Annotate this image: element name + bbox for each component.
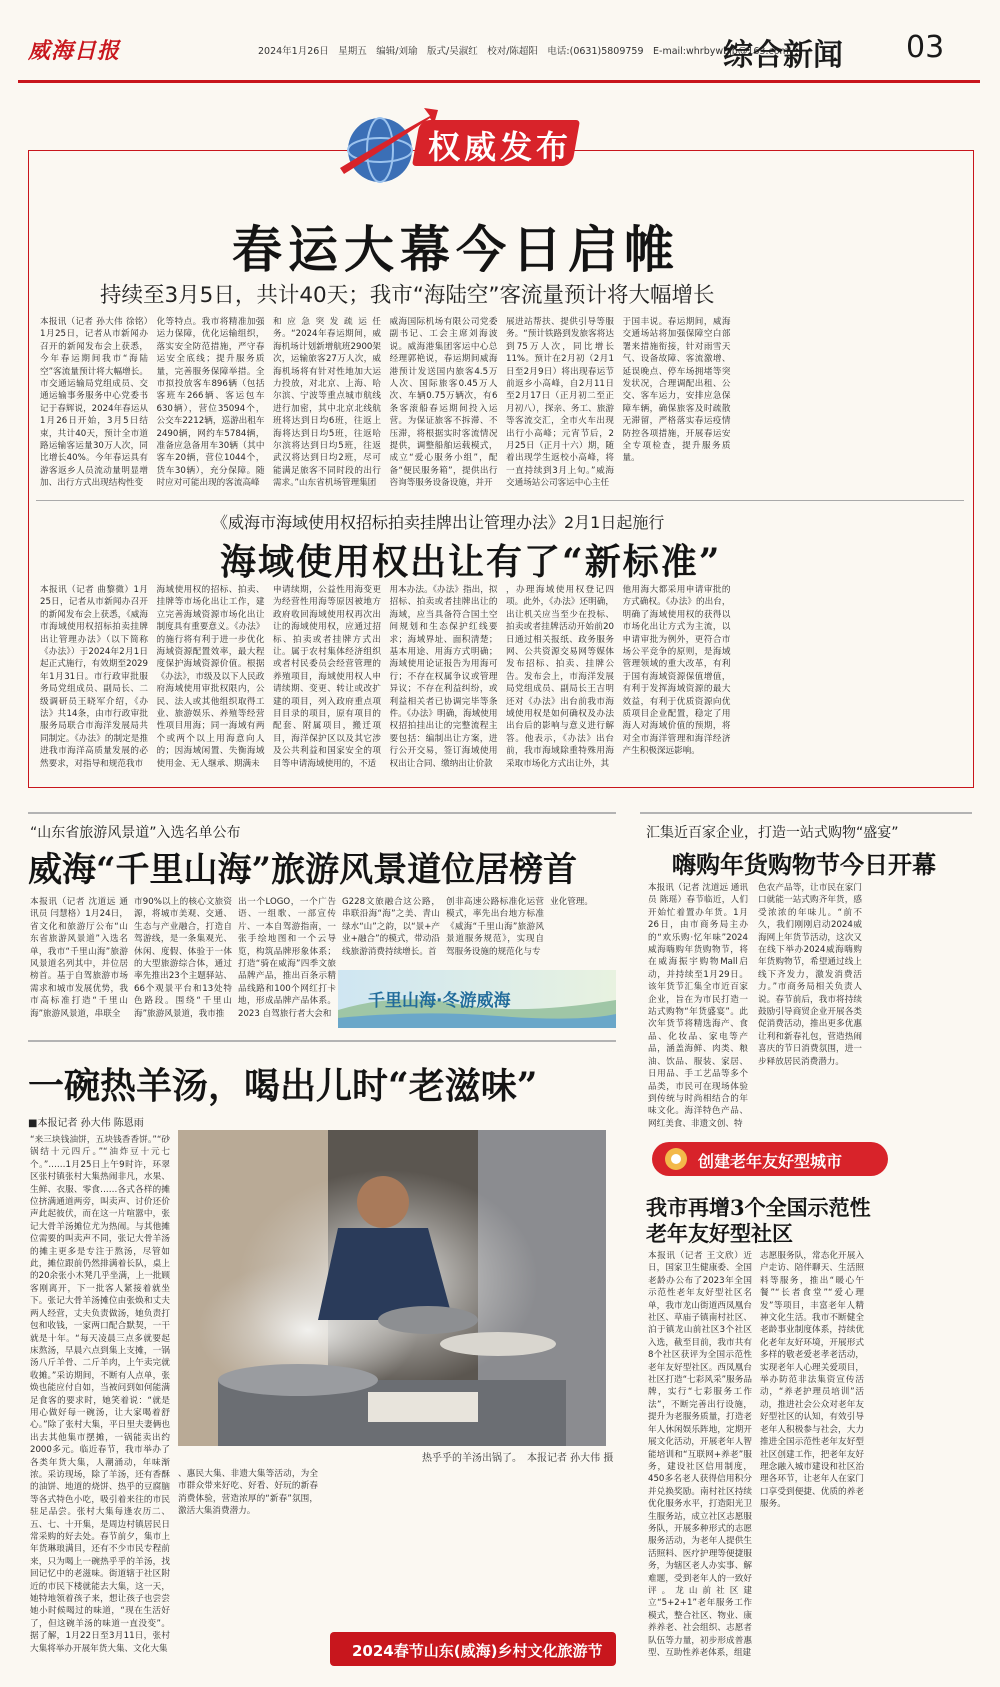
story2-body-col-7 (739, 584, 847, 770)
story4-top-rule (640, 812, 972, 814)
story3-body-col-1: 本报讯（记者 沈道远 通讯员 闫慧格）1月24日，省文化和旅游厅公布“山东省旅游风景道”入选名单，我市“千里山海”旅游风景道名列其中，并位居榜首。基于自驾旅游市场需求和城市发展优势，我市高标准打造“千里山海”旅游风景道，串联全 (30, 897, 128, 1019)
story5-body-col-4 (472, 1468, 616, 1628)
elderly-city-label: 创建老年友好型城市 (698, 1152, 843, 1171)
date-line: 2024年1月26日 星期五 编辑/刘瑜 版式/吴淑红 校对/陈超阳 电话:(0631)5809759 E-mail:whrbywbjb@163.com (258, 46, 789, 57)
story2-body-col-8 (856, 584, 964, 770)
page-number: 03 (906, 30, 945, 65)
story4-body-col-2: 色农产品等，让市民在家门口就能一站式购齐年货，感受浓浓的年味儿。“前不久，我们刚刚启动2024威海网上年货节活动，这次又在线下举办2024威海嗨购年货购物节，希望通过线上线下齐发力，激发消费活力。”市商务局相关负责人说。春节前后，我市将持续鼓励引导商贸企业开展各类促消费活动，推出更多优惠让利和新春礼包，营造热闹喜庆的节日消费氛围，进一步释放居民消费潜力。 (758, 883, 862, 1067)
story6-headline-line1: 我市再增3个全国示范性 (646, 1195, 871, 1220)
story1-body-col-7 (739, 316, 847, 494)
story3-headline: 威海“千里山海”旅游风景道位居榜首 (28, 850, 578, 890)
flower-icon (656, 1142, 696, 1176)
scenic-road-banner (338, 970, 616, 1028)
story3-body-col-6: 业化管理。 (550, 897, 593, 907)
story1-body-col-4: 威海国际机场有限公司党委副书记、工会主席刘海波说。威海港集团客运中心总经理郭艳说，春运期间威海港预计发送国内旅客4.5万人次、国际旅客0.45万人次、车辆0.75万辆次，有6条客滚船春运期间投入运营。为保证旅客不拆滞、不压滞，将根据实时客流情况提供，调整船舶运载模式，成立“爱心服务小组”，配备“便民服务箱”，提供出行咨询等服务设备设施，并开 (389, 317, 498, 489)
scenic-road-label: 千里山海·冬游威海 (368, 991, 511, 1011)
authority-banner (330, 98, 650, 188)
story6-body-col-1: 本报讯（记者 王文欣）近日，国家卫生健康委、全国老龄办公布了2023年全国示范性老年友好型社区名单，我市龙山街道西凤凰台社区、草庙子镇南村社区、泊于镇龙山前社区3个社区入选，截至目前，我市共有8个社区获评为全国示范性老年友好型社区。西凤凰台社区打造“七彩风采”服务品牌，实行“七彩服务工作法”，不断完善出行设施，提升为老服务质量，打造老年人休闲娱乐阵地，定期开展文化活动，开展老年人智能培训和“互联网+养老”服务，建设社区信用制度，450多名老人获得信用积分并兑换奖励。南村社区持续优化服务水平，打造阳光卫生服务站，成立社区志愿服务队，开展多种形式的志愿服务活动，为老年人提供生活照料、医疗护理等便捷服务，为辖区老人办实事、解难题，受到老年人的一致好评。龙山前社区建立“5+2+1”老年服务工作模式，整合社区、物业、康养养老、社会组织、志愿者队伍等力量，初步形成普惠型、互助性养老体系，组建 (648, 1251, 752, 1658)
story1-headline: 春运大幕今日启帷 (232, 220, 680, 279)
story4-kicker: 汇集近百家企业，打造一站式购物“盛宴” (646, 825, 899, 841)
masthead (18, 30, 980, 80)
masthead-rule (18, 80, 980, 83)
story4-headline: 嗨购年货购物节今日开幕 (672, 850, 936, 879)
story6-body-col-3 (872, 1250, 972, 1666)
story2-body-col-4: 用本办法。《办法》指出，拟招标、拍卖或者挂牌出让的海域，应当具备符合国土空间规划和生态保护红线要求；海域界址、面积清楚；基本用途、用海方式明确；海域使用论证报告为用海可行；不存在权属争议或管理异议；不存在利益纠纷，或利益相关者已协调完毕等条件。《办法》明确，海域使用权招拍挂出让的完整流程主要包括：编制出让方案，进行公开交易，签订海域使用权出让合同、缴纳出让价款 (389, 585, 498, 769)
story1-body-col-8 (856, 316, 964, 494)
newspaper-logo: 威海日报 (28, 38, 121, 64)
story6-body-col-2: 志愿服务队，常态化开展入户走访、陪伴聊天、生活照料等服务，推出“暖心午餐”“长者食堂”“爱心理发”等项目，丰富老年人精神文化生活。我市不断健全老龄事业制度体系，持续优化老年友好环境，开展形式多样的敬老爱老孝老活动，实现老年人心理关爱项目，举办防范非法集资宣传活动，“养老护理员培训”活动，推进社会公众对老年友好型社区的认知，有效引导老年人积极参与社会，大力推进全国示范性老年友好型社区创建工作，把老年友好理念融入城市建设和社区治理各环节，让老年人在家门口享受到便捷、优质的养老服务。 (760, 1251, 864, 1510)
story1-body-col-3: 和应急突发疏运任务。“2024年春运期间，威海机场计划新增航班2900架次，运输旅客27万人次，威海机场将有针对性地加大运力投放，对北京、上海、哈尔滨、宁波等重点城市航线进行加密，其中北京北线航班将达到日均6班，往返上海将达到日均5班，往返哈尔滨将达到日均5班，往返武汉将达到日均2班，尽可能满足旅客不同时段的出行需求。”山东省机场管理集团 (273, 317, 381, 489)
story3-body-col-3: 出一个LOGO，一个广告语、一组歌、一部宣传片、一本自驾游指南，一张手绘地图和一个云导览，构筑品牌形象体系；打造“骑在威海”四季文旅品牌产品，推出百条示精品线路和100个网红打卡地，形成品牌产品体系。2023 自驾旅行者大会和 (238, 897, 336, 1019)
story2-body-col-5: ，办理海域使用权登记四项。此外，《办法》还明确，出让机关应当至少在投标、拍卖或者挂牌活动开始前20日通过相关报纸、政务服务网、公共资源交易网等媒体发布招标、拍卖、挂牌公告。发布会上，市海洋发展局党组成员、副局长王吉明还对《办法》出台前我市海域使用权是如何确权及办法出台后的影响与意义进行解答。他表示，《办法》出台前，我市海域除重特殊用海采取市场化方式出让外，其 (506, 585, 614, 769)
story2-body-col-1: 本报讯（记者 曲黎微）1月25日，记者从市新闻办召开的新闻发布会上获悉，《威海市海域使用权招标拍卖挂牌出让管理办法》（以下简称《办法》）于2024年2月1日起正式施行，有效期至2029年1月31日。市行政审批服务局党组成员、副局长、二级调研员王晓军介绍，《办法》共14条，由市行政审批服务局联合市海洋发展局共同制定。《办法》的制定是推进我市海洋高质量发展的必然要求，对指导和规范我市 (40, 585, 148, 769)
story1-body-col-2: 化等特点。我市将精准加强运力保障，优化运输组织，落实安全防范措施，严守春运安全底线；提升服务质量，完善服务保障举措。全市拟投放客车896辆（包括客班车266辆、客运包车630辆），营位35094个，公交车2212辆，巡游出租车2490辆，网约车5784辆，准备应急备用车30辆（其中客车20辆，营位1044个，货车30辆），充分保障。随时应对可能出现的客流高峰 (156, 317, 265, 489)
festival-banner-label: 2024春节山东(威海)乡村文化旅游节 (352, 1642, 603, 1660)
story3-body-col-4: G228文旅融合这公路，串联沿海“海”之美、青山绿水“山”之韵，以“景+产业+融合”的模式，带动沿线旅游消费持续增长。首 (342, 897, 440, 957)
story2-body-col-6: 他用海大都采用申请审批的方式确权。《办法》的出台，明确了海域使用权的获得以市场化出让方式为主流，以申请审批为例外，更符合市场公平竞争的原则，是海域管理领域的重大改革，有利于国有海域资源保值增值，有利于发挥海域资源的最大效益，有利于优质资源向优质项目企业配置，稳定了用海人对海域价值的预期，将对全市海洋管理和海洋经济产生积极深远影响。 (622, 585, 731, 757)
soup-stall-scene-icon (178, 1130, 606, 1446)
story1-subhead: 持续至3月5日，共计40天；我市“海陆空”客流量预计将大幅增长 (100, 283, 715, 308)
story5-body-col-3 (325, 1468, 465, 1628)
story4-body-col-3 (870, 882, 972, 1132)
story4-body-col-1: 本报讯（记者 沈道远 通讯员 陈瑶）春节临近，人们开始忙着置办年货。1月26日，由市商务局主办的“欢乐购·忆年味”2024威海嗨购年货购物节，将在威海振宇购物Mall启动，并持续至1月29日。该年货节汇集全市近百家企业，旨在为市民打造一站式购物“年货盛宴”。此次年货节将精选海产、食品、化妆品、家电等产品，涵盖海鲜、肉类、粮油、饮品、服装、家居、日用品、手工艺品等多个品类，市民可在现场体验到传统与时尚相结合的年味文化。海洋特色产品、网红美食、非遗文创、特 (648, 883, 748, 1129)
story3-body-col-2: 市90%以上的核心文旅资源，将城市美观、交通、生态与产业融合，打造自驾游线，是一条集观光、休闲、度假、体验于一体的大型旅游综合体，通过率先推出23个主题驿站、66个观景平台和13处特色路段。围绕“千里山海”旅游风景道，我市推 (134, 897, 232, 1019)
story5-byline: ■本报记者 孙大伟 陈恩雨 (28, 1118, 144, 1129)
story-divider (36, 500, 964, 501)
festival-banner (330, 1632, 616, 1666)
story5-headline: 一碗热羊汤，喝出儿时“老滋味” (28, 1065, 538, 1107)
story3-top-rule (28, 812, 616, 814)
story3-body-col-5: 创非高速公路标准化运营模式，率先出台地方标准《威海“千里山海”旅游风景道服务规范》，实现自驾服务设施的规范化与专 (446, 897, 544, 957)
story3-kicker: “山东省旅游风景道”入选名单公布 (30, 825, 241, 841)
story1-body-col-5: 展进站帮扶、提供引导等服务。“预计铁路到发旅客将达到75万人次，同比增长11%。预计在2月初（2月1日至2月9日）将出现春运节前返乡小高峰，自2月11日至2月17日（正月初二至正月初八），探亲、务工、旅游等客流交汇，全市火车出现出行小高峰；元宵节后，2月25日（正月十六）期，随着出现学生返校小高峰，将一直持续到3月上旬。”威海交通场站公司客运中心主任 (506, 317, 614, 489)
elderly-city-banner (652, 1142, 888, 1176)
story6-headline-line2: 老年友好型社区 (646, 1221, 793, 1246)
story5-top-rule (28, 1040, 616, 1042)
story5-body-col-2: 、惠民大集、非遗大集等活动，为全市群众带来好吃、好看、好玩的新春消费体验，营造浓厚的“新春”氛围，激活大集消费潜力。 (178, 1469, 318, 1517)
story2-body-col-2: 海域使用权的招标、拍卖、挂牌等市场化出让工作，建立完善海域资源市场化出让制度具有重要意义。《办法》的施行将有利于进一步优化海域资源配置效率，最大程度保护海域资源价值。根据《办法》，市级及以下人民政府海域使用审批权限内，公民、法人或其他组织取得工业、旅游娱乐、养殖等经营性项目用海；同一海域有两个或两个以上用海意向人的；因海域闲置、失衡海域使用金、无人继承、期满未 (156, 585, 265, 769)
story2-headline: 海域使用权出让有了“新标准” (220, 541, 722, 583)
photo-caption: 热乎乎的羊汤出锅了。 本报记者 孙大伟 摄 (422, 1453, 614, 1464)
story2-kicker: 《威海市海域使用权招标拍卖挂牌出让管理办法》2月1日起施行 (212, 513, 665, 532)
story1-body-col-1: 本报讯（记者 孙大伟 徐铭）1月25日，记者从市新闻办召开的新闻发布会上获悉，今年春运期间我市“海陆空”客流量预计将大幅增长。市交通运输局党组成员、交通运输事务服务中心党委书记于春辉说，2024年春运从1月26日开始，3月5日结束，共计40天，预计全市道路运输客运量30万人次，同比增长40%。今年春运具有游客返乡人员流动量明显增加、出行方式出现结构性变 (40, 317, 148, 489)
section-title: 综合新闻 (723, 38, 843, 73)
story5-body-col-1: “来三块钱油饼，五块钱香香饼。”“砂锅结十元四斤。”“油炸豆十元七个。”……1月25日上午9时许，环翠区张村镇张村大集热闹非凡，水果、生鲜、衣服、零食……各式各样的摊位挤满通道两旁，叫卖声、讨价还价声此起彼伏，而在这一片喧嚣中，张记大骨羊汤摊位尤为热闹。与其他摊位需要的叫卖声不同，张记大骨羊汤的摊主更多是专注于熬汤，尽管如此，摊位跟前仍然排满着长队，桌上的20余张小木凳几乎坐满，上一批顾客刚离开，下一批客人紧接着就坐下。张记大骨羊汤摊位由张焕和丈夫两人经营，丈夫负责做汤，她负责打包和收钱，一家两口配合默契，一干就是十年。“每天凌晨三点多就要起床熬汤，早晨六点到集上支摊，一锅汤八斤羊骨、二斤羊肉，上午卖完就收摊。”采访期间，不断有人点单，张焕也能应付自如，当被问到如何能满足食客的要求时，她笑着说：“就是用心做好每一碗汤，让大家喝着舒心。”除了张村大集，平日里夫妻俩也出去其他集市摆摊，一锅能卖出约2000多元。临近春节，我市举办了各类年货大集，人潮涌动，年味渐浓。采访现场，除了羊汤，还有香酥的油饼、地道的烧饼、热乎的豆腐脑等各式特色小吃，吸引着来往的市民驻足品尝。张村大集每逢农历二、五、七、十开集，是周边村镇居民日常采购的好去处。春节前夕，集市上年货琳琅满目，还有不少市民专程前来，只为喝上一碗热乎乎的羊汤，找回记忆中的老滋味。街道辖于社区附近的市民下楼就能去大集，这一天，她特地领着孩子来，想让孩子也尝尝她小时候喝过的味道，“现在生活好了，但这碗羊汤的味道一直没变”。据了解，1月22日至3月11日，张村大集将举办开展年货大集、文化大集 (30, 1135, 170, 1654)
story2-body-col-3: 申请续期，公益性用海变更为经营性用海等原因被地方政府收回海域使用权再次出让的海域使用权，应通过招标、拍卖或者挂牌方式出让。属于农村集体经济组织或者村民委员会经营管理的养殖项目，海域使用权人申请续期、变更、转让或改扩建的项目，列入政府重点项目目录的项目，原有项目的配套、附属项目，搬迁项目，海洋保护区以及其它涉及公共利益和国家安全的项目等申请海域使用的，不适 (273, 585, 381, 769)
banner-title: 权威发布 (428, 128, 573, 166)
story1-body-col-6: 于国丰说。春运期间，威海交通场站将加强保障空白部署来措施衔接，针对雨雪天气、设备故障、客流激增、延误晚点、停车场拥堵等突发状况，合理调配出租、公交、客车运力，安排应急保障车辆，确保旅客及时疏散无滞留，严格落实春运疫情防控各项措施，开展春运安全专项检查，提升服务质量。 (622, 317, 731, 464)
lamb-soup-photo (178, 1130, 606, 1446)
